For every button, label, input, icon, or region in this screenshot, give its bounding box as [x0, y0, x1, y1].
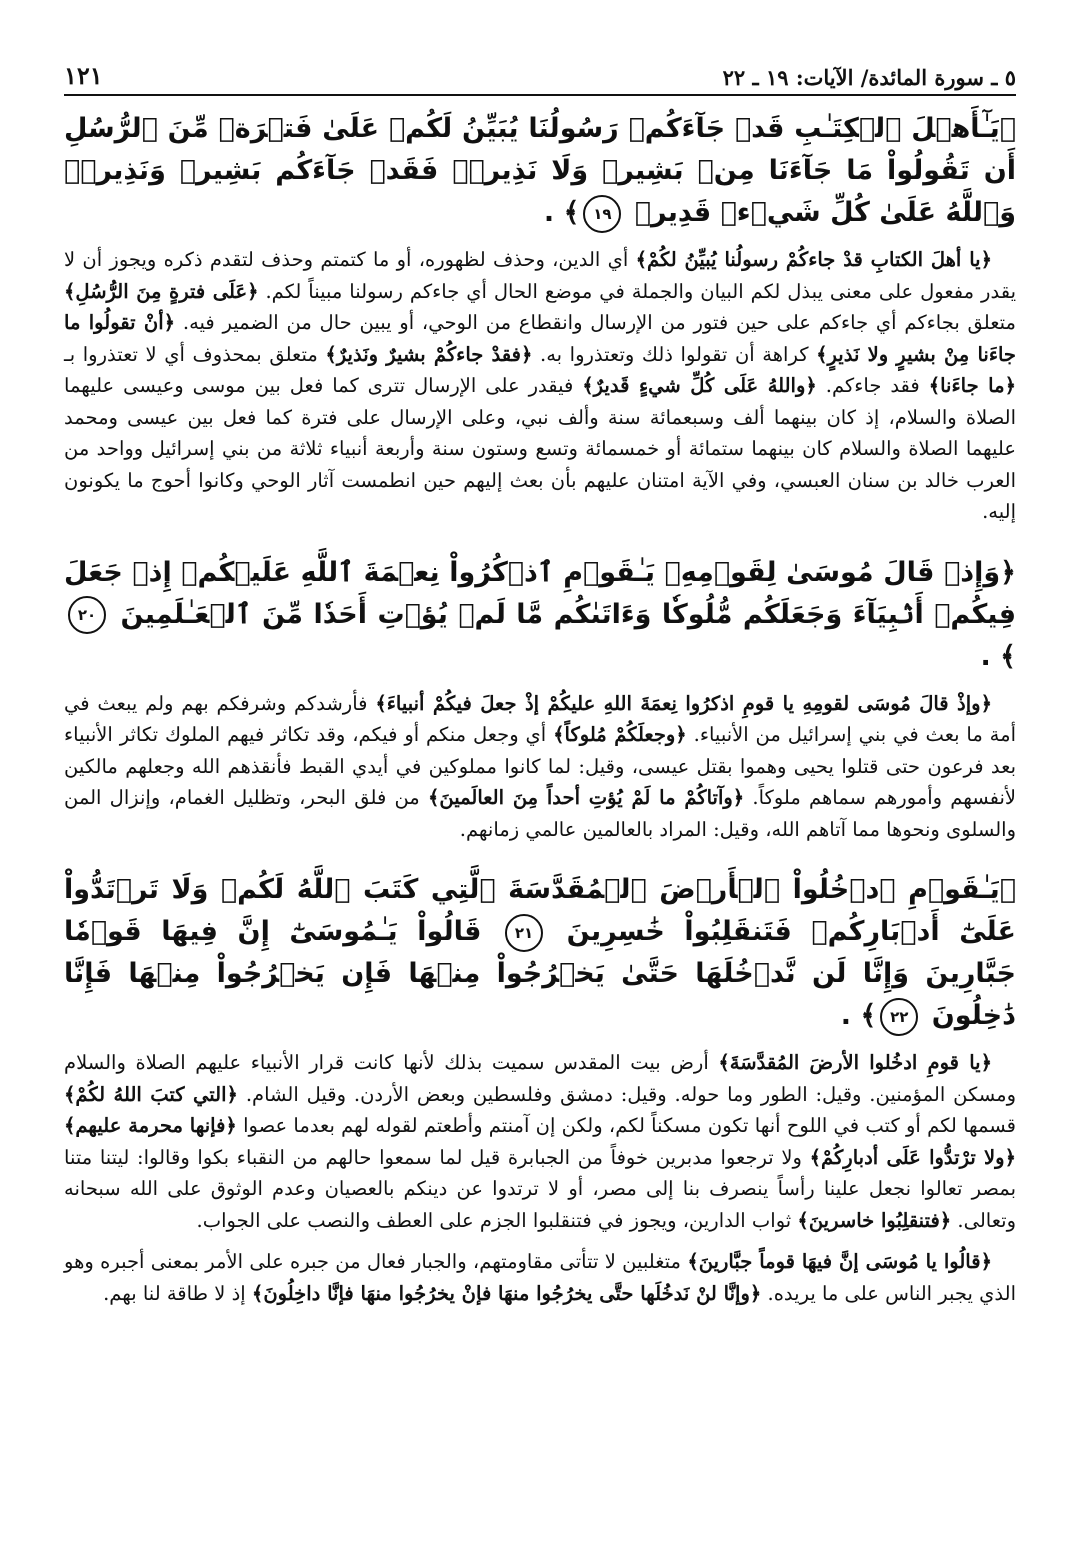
- quoted-phrase: ﴿أنْ تقولُوا ما جاءَنا مِنْ بشيرٍ ولا نَذيرٍ﴾: [64, 311, 1016, 366]
- verse-end: ﴾ .: [980, 640, 1016, 672]
- commentary-text: أي وجعل منكم أو فيكم، وقد تكاثر فيهم الملوك تكاثر الأنبياء بعد فرعون حتى قتلوا يحيى وهموا بقتل عيسى، وقيل: لما كانوا مملوكين في أيدي القبط فأنقذهم الله وجعلهم مالكين لأنفسهم وأمورهم سماهم ملوكاً.: [64, 723, 1017, 809]
- quoted-phrase: ﴿فتنقلِبُوا خاسرينَ﴾: [797, 1208, 952, 1232]
- verse-text: ﴿وَإِذۡ قَالَ مُوسَىٰ لِقَوۡمِهِۦ يَـٰقَوۡمِ ٱذۡكُرُواْ نِعۡمَةَ ٱللَّهِ عَلَيۡكُمۡ إِذۡ جَعَلَ فِيكُمۡ أَنۢبِيَآءَ وَجَعَلَكُم مُّلُوكٗا وَءَاتَىٰكُم مَّا لَمۡ يُؤۡتِ أَحَدٗا مِّنَ ٱلۡعَـٰلَمِينَ: [64, 556, 1016, 630]
- quoted-phrase: ﴿وإذْ قالَ مُوسَى لقومِهِ يا قومِ اذكرُوا نِعمَةَ اللهِ عليكُمْ إذْ جعلَ فيكُمْ أنبياءَ﴾: [375, 691, 992, 715]
- spacer: [64, 528, 1016, 540]
- book-page: [64, 50, 1016, 1540]
- commentary-paragraph: [64, 244, 1016, 528]
- quran-verse: [64, 108, 1016, 234]
- quoted-phrase: ﴿قالُوا يا مُوسَى إنَّ فيهَا قوماً جبَّارينَ﴾: [687, 1250, 992, 1273]
- chapter-heading: ٥ ـ سورة المائدة/ الآيات: ١٩ ـ ٢٢: [722, 65, 1016, 90]
- quoted-phrase: ﴿واللهُ عَلَى كُلِّ شيءٍ قَديرٌ﴾: [582, 374, 817, 397]
- commentary-text: إذ لا طاقة لنا بهم.: [103, 1281, 252, 1305]
- verse-text: ﴿يَـٰٓأَهۡلَ ٱلۡكِتَـٰبِ قَدۡ جَآءَكُمۡ رَسُولُنَا يُبَيِّنُ لَكُمۡ عَلَىٰ فَتۡرَةٖ مِّنَ ٱلرُّسُلِ أَن تَقُولُواْ مَا جَآءَنَا مِنۢ بَشِيرٖ وَلَا نَذِيرٖۖ فَقَدۡ جَآءَكُم بَشِيرٞ وَنَذِيرٞۗ وَٱللَّهُ عَلَىٰ كُلِّ شَيۡءٖ قَدِيرٞ: [64, 113, 1016, 228]
- quran-verse: [64, 552, 1016, 678]
- commentary-text: متعلق بمحذوف أي لا تعتذروا بـ: [64, 342, 326, 366]
- commentary-text: ثواب الدارين، ويجوز في فتنقلبوا الجزم على العطف والنصب على الجواب.: [196, 1208, 798, 1232]
- quoted-phrase: ﴿فإنها محرمة عليهم﴾: [64, 1114, 237, 1137]
- commentary-text: فيقدر على الإرسال تترى كما فعل بين موسى وعيسى عليهما الصلاة والسلام، إذ كان بينهما ألف وسبعمائة سنة وألف نبي، وعلى الإرسال على فترة كما فعل بين عيسى ومحمد عليهما الصلاة والسلام كان بينهما ستمائة أو خمسمائة وتسع وستون سنة وأربعة أنبياء ثلاثة من بني إسرائيل وواحد من العرب خالد بن سنان العبسي، وفي الآية امتنان عليهم بأن بعث إليهم حين انطمست آثار الوحي وكانوا أحوج ما يكونون إليه.: [64, 374, 1016, 523]
- commentary-paragraph: [64, 1047, 1016, 1236]
- commentary-text: متغلبين لا تتأتى مقاومتهم، والجبار فعال من جبره على الأمر بمعنى أجبره وهو الذي يجبر الناس على ما يريده.: [64, 1250, 1016, 1305]
- quoted-phrase: ﴿وآتاكُمْ ما لَمْ يُؤتِ أحداً مِنَ العالَمينَ﴾: [427, 786, 745, 809]
- commentary-text: ولا ترجعوا مدبرين خوفاً من الجبابرة قيل لما سمعوا حالهم من النقباء بكوا وقالوا: ليتنا متنا بمصر تعالوا نجعل علينا رأساً ينصرف بنا إلى مصر، أو لا ترتدوا عن دينكم بالعصيان وعدم الوثوق على الله سبحانه وتعالى.: [64, 1145, 1016, 1232]
- quoted-phrase: ﴿وجعلَكُمْ مُلوكاً﴾: [553, 723, 687, 746]
- commentary-text: أرض بيت المقدس سميت بذلك لأنها كانت قرار الأنبياء عليهم الصلاة والسلام ومسكن المؤمنين. وقيل: الطور وما حوله. وقيل: دمشق وفلسطين وبعض الأردن. وقيل الشام.: [64, 1051, 1016, 1106]
- quoted-phrase: ﴿يا أهلَ الكتابِ قدْ جاءكُمْ رسولُنا يُبيِّنُ لكُمْ﴾: [635, 248, 992, 271]
- verse-end: ﴾ .: [543, 197, 580, 228]
- quoted-phrase: ﴿التي كتبَ اللهُ لكُمْ﴾: [64, 1082, 238, 1106]
- verse-text: ﴿يَـٰقَوۡمِ ٱدۡخُلُواْ ٱلۡأَرۡضَ ٱلۡمُقَدَّسَةَ ٱلَّتِي كَتَبَ ٱللَّهُ لَكُمۡ وَلَا تَرۡتَدُّواْ عَلَىٰٓ أَدۡبَارِكُمۡ فَتَنقَلِبُواْ خَٰسِرِينَ: [64, 874, 1016, 947]
- verse-end: ﴾ .: [840, 1000, 877, 1031]
- commentary-text: فقد جاءكم.: [816, 374, 929, 397]
- quoted-phrase: ﴿ولا ترْتدُّوا عَلَى أدبارِكُمْ﴾: [809, 1145, 1016, 1169]
- quoted-phrase: ﴿عَلَى فترةٍ مِنَ الرُّسُلِ﴾: [64, 279, 259, 303]
- verse-number-mark: ٢١: [505, 914, 543, 952]
- quoted-phrase: ﴿يا قومِ ادخُلوا الأرضَ المُقدَّسَةَ﴾: [718, 1051, 992, 1074]
- spacer: [64, 845, 1016, 857]
- commentary-text: كراهة أن تقولوا ذلك وتعتذروا به.: [532, 342, 817, 366]
- commentary-text: أي الدين، وحذف لظهوره، أو ما كتمتم وحذف لتقدم ذكره ويجوز أن لا يقدر مفعول على معنى يبذل لكم البيان والجملة في موضع الحال أي جاءكم رسولنا مبيناً لكم.: [64, 248, 1016, 303]
- commentary-paragraph: [64, 1246, 1016, 1309]
- quran-verse: [64, 869, 1016, 1037]
- commentary-text: فأرشدكم وشرفكم بهم ولم يبعث في أمة ما بعث في بني إسرائيل من الأنبياء.: [64, 691, 1016, 746]
- quoted-phrase: ﴿فقدْ جاءكُمْ بشيرٌ ونَذيرٌ﴾: [325, 342, 533, 366]
- running-header: [64, 50, 1016, 96]
- quoted-phrase: ﴿وإنَّا لنْ نَدخُلَها حتَّى يخرُجُوا منهَا فإنْ يخرُجُوا منهَا فإنَّا داخِلُونَ﴾: [251, 1281, 762, 1305]
- quoted-phrase: ﴿ما جاءَنا﴾: [928, 374, 1016, 397]
- commentary-paragraph: [64, 688, 1016, 846]
- verse-text: قَالُواْ يَـٰمُوسَىٰٓ إِنَّ فِيهَا قَوۡمٗا جَبَّارِينَ وَإِنَّا لَن نَّدۡخُلَهَا حَتَّىٰ يَخۡرُجُواْ مِنۡهَا فَإِن يَخۡرُجُواْ مِنۡهَا فَإِنَّا دَٰخِلُونَ: [64, 916, 1016, 1031]
- verse-number-mark: ١٩: [583, 195, 621, 233]
- verse-number-mark: ٢٠: [68, 596, 106, 634]
- verse-number-mark: ٢٢: [880, 998, 918, 1036]
- commentary-text: من فلق البحر، وتظليل الغمام، وإنزال المن والسلوى ونحوها مما آتاهم الله، وقيل: المراد بالعالمين عالمي زمانهم.: [64, 786, 1016, 841]
- page-number: ١٢١: [64, 61, 103, 90]
- commentary-text: متعلق بجاءكم أي جاءكم على حين فتور من الإرسال وانقطاع من الوحي، أو يبين حال من الضمير فيه.: [175, 311, 1016, 334]
- commentary-text: قسمها لكم أو كتب في اللوح أنها تكون مسكناً لكم، ولكن إن آمنتم وأطعتم لقوله لهم بعدما عصوا: [236, 1114, 1016, 1137]
